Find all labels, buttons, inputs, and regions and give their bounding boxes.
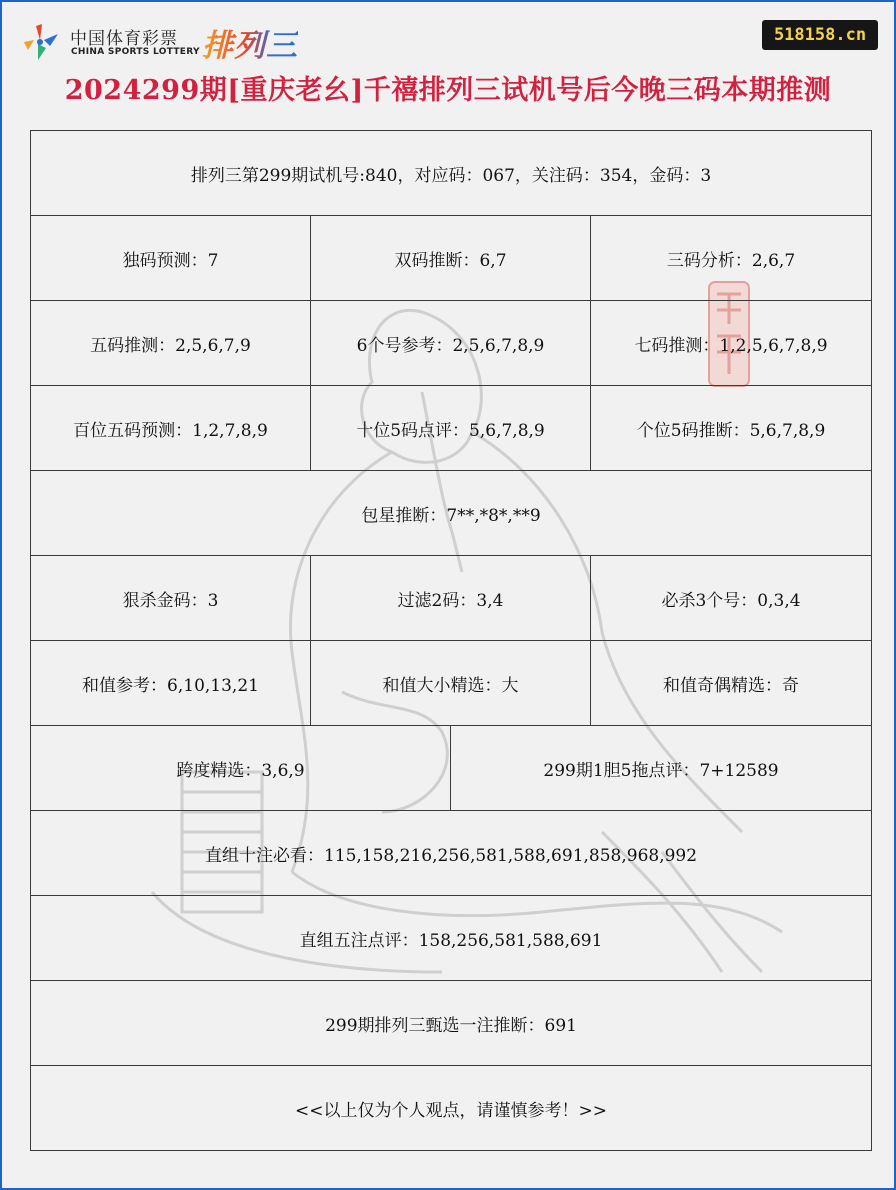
ten-bets-cell: 直组十注必看：115,158,216,256,581,588,691,858,968,992 — [31, 811, 872, 896]
site-url-badge[interactable]: 518158.cn — [762, 20, 878, 50]
trial-number-cell: 排列三第299期试机号:840，对应码：067，关注码：354，金码：3 — [31, 131, 872, 216]
sum-parity-cell: 和值奇偶精选：奇 — [591, 641, 872, 726]
span-cell: 跨度精选：3,6,9 — [31, 726, 451, 811]
logo-english-text: CHINA SPORTS LOTTERY — [71, 47, 200, 57]
china-sports-lottery-logo — [20, 20, 330, 64]
triple-code-cell: 三码分析：2,6,7 — [591, 216, 872, 301]
table-row — [31, 641, 872, 726]
page-frame — [2, 2, 894, 1188]
five-bets-cell: 直组五注点评：158,256,581,588,691 — [31, 896, 872, 981]
table-row — [31, 896, 872, 981]
logo-chinese-text: 中国体育彩票 — [70, 29, 178, 49]
banker-drag-cell: 299期1胆5拖点评：7+12589 — [451, 726, 872, 811]
sum-reference-cell: 和值参考：6,10,13,21 — [31, 641, 311, 726]
sum-size-cell: 和值大小精选：大 — [311, 641, 591, 726]
single-code-cell: 独码预测：7 — [31, 216, 311, 301]
sports-lottery-logo-icon — [20, 20, 64, 64]
table-row — [31, 981, 872, 1066]
seven-code-cell: 七码推测：1,2,5,6,7,8,9 — [591, 301, 872, 386]
table-row — [31, 726, 872, 811]
table-row — [31, 131, 872, 216]
kill-gold-code-cell: 狠杀金码：3 — [31, 556, 311, 641]
table-row — [31, 556, 872, 641]
logo-product-name: 排列三 — [202, 20, 298, 65]
prediction-table — [30, 130, 872, 1151]
five-code-cell: 五码推测：2,5,6,7,9 — [31, 301, 311, 386]
table-row — [31, 1066, 872, 1151]
table-row — [31, 471, 872, 556]
six-number-cell: 6个号参考：2,5,6,7,8,9 — [311, 301, 591, 386]
star-pattern-cell: 包星推断：7**,*8*,**9 — [31, 471, 872, 556]
double-code-cell: 双码推断：6,7 — [311, 216, 591, 301]
table-row — [31, 216, 872, 301]
page-title: 2024299期[重庆老幺]千禧排列三试机号后今晚三码本期推测 — [64, 75, 832, 106]
kill-numbers-cell: 必杀3个号：0,3,4 — [591, 556, 872, 641]
hundreds-position-cell: 百位五码预测：1,2,7,8,9 — [31, 386, 311, 471]
single-bet-cell: 299期排列三甄选一注推断：691 — [31, 981, 872, 1066]
table-row — [31, 386, 872, 471]
disclaimer-cell: <<以上仅为个人观点，请谨慎参考！>> — [31, 1066, 872, 1151]
units-position-cell: 个位5码推断：5,6,7,8,9 — [591, 386, 872, 471]
table-row — [31, 301, 872, 386]
filter-codes-cell: 过滤2码：3,4 — [311, 556, 591, 641]
table-row — [31, 811, 872, 896]
tens-position-cell: 十位5码点评：5,6,7,8,9 — [311, 386, 591, 471]
